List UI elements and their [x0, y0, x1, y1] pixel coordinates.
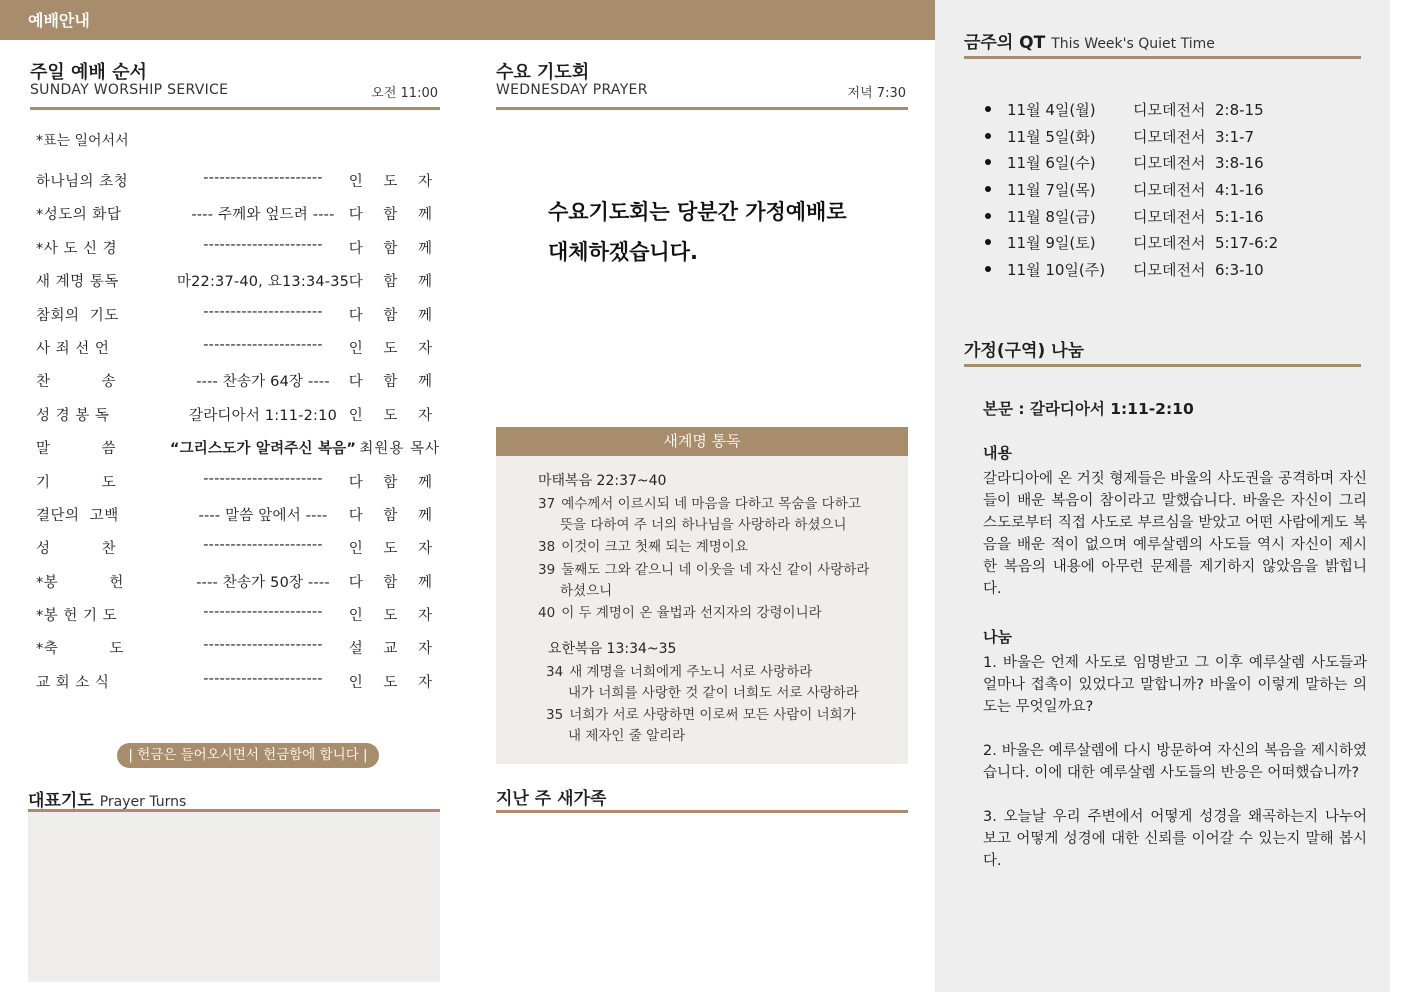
qt-passage: 디모데전서 5:17-6:2 — [1133, 234, 1279, 253]
verse: 39 둘째도 그와 같으니 네 이웃을 네 자신 같이 사랑하라 하셨으니 — [538, 562, 870, 599]
qt-item — [985, 232, 1365, 259]
passage-book: 마태복음 22:37~40 — [538, 473, 667, 489]
service-item-name: *사 도 신 경 — [36, 240, 118, 257]
service-item-name: 참회의 기도 — [36, 307, 119, 324]
qt-item — [985, 152, 1365, 179]
service-item — [36, 600, 440, 633]
qt-item — [985, 179, 1365, 206]
service-item-leader: 다 함 께 — [348, 307, 440, 324]
sunday-time: 오전 11:00 — [371, 86, 438, 101]
new-family-header — [496, 784, 908, 813]
bullet-icon — [985, 213, 991, 219]
qt-date: 11월 5일(화) — [1007, 127, 1096, 146]
service-item-detail: ---------------------- — [203, 170, 323, 186]
new-commandment-header: 새계명 통독 — [496, 427, 908, 456]
service-item-detail: “그리스도가 알려주신 복음” — [169, 441, 357, 458]
bullet-icon — [985, 159, 991, 165]
service-item-detail: ---- 말씀 앞에서 ---- — [198, 507, 328, 524]
home-group-header — [964, 336, 1361, 367]
service-item-name: *성도의 화답 — [36, 207, 122, 224]
service-item-name: *봉 헌 기 도 — [36, 608, 118, 625]
service-item — [36, 667, 440, 700]
service-item — [36, 433, 440, 466]
service-item — [36, 500, 440, 533]
service-item-leader: 인 도 자 — [348, 340, 440, 357]
bullet-icon — [985, 186, 991, 192]
service-item-detail: ---- 찬송가 50장 ---- — [196, 574, 330, 591]
service-item-leader: 인 도 자 — [348, 174, 440, 190]
qt-subtitle: This Week's Quiet Time — [1051, 36, 1215, 52]
qt-date: 11월 4일(월) — [1007, 101, 1096, 119]
service-item-name: 찬 송 — [36, 374, 117, 391]
service-item-leader: 최원용 목사 — [359, 441, 440, 458]
question: 2. 바울은 예루살렘에 다시 방문하여 자신의 복음을 제시하였습니다. 이에 대한 예루살렘 사도들의 반응은 어떠했습니까? — [983, 743, 1367, 781]
service-item-name: 성 찬 — [36, 541, 117, 558]
service-item-leader: 다 함 께 — [348, 474, 440, 491]
service-item — [36, 166, 440, 199]
prayer-turns-box — [28, 812, 440, 982]
home-group-content — [983, 398, 1367, 894]
verse: 34 새 계명을 너희에게 주노니 서로 사랑하라 내가 너희를 사랑한 것 같이 너희도 서로 사랑하라 — [546, 664, 859, 701]
service-item-detail: ---- 주께와 엎드려 ---- — [191, 207, 335, 224]
service-item-name: 말 씀 — [36, 441, 117, 458]
wednesday-message-line2: 대체하겠습니다. — [548, 240, 698, 264]
qt-passage: 디모데전서 2:8-15 — [1133, 101, 1264, 119]
service-item — [36, 533, 440, 566]
wednesday-message-line1: 수요기도회는 당분간 가정예배로 — [548, 200, 847, 224]
qt-date: 11월 8일(금) — [1007, 207, 1096, 226]
qt-item — [985, 259, 1365, 286]
prayer-turns-title: 대표기도 — [28, 791, 94, 811]
wednesday-time: 저녁 7:30 — [847, 86, 906, 101]
service-item-name: *봉 헌 — [36, 574, 124, 591]
service-item — [36, 366, 440, 399]
service-item-leader: 설 교 자 — [348, 641, 440, 658]
header-title: 예배안내 — [28, 11, 90, 30]
qt-date: 11월 10일(주) — [1007, 261, 1106, 280]
share-label: 나눔 — [983, 628, 1012, 646]
home-group-title: 가정(구역) 나눔 — [964, 341, 1084, 361]
service-item-leader: 다 함 께 — [348, 207, 440, 224]
service-item — [36, 467, 440, 500]
service-item-name: 사 죄 선 언 — [36, 340, 110, 357]
verse: 37 예수께서 이르시되 네 마음을 다하고 목숨을 다하고 뜻을 다하여 주 너의 하나님을 사랑하라 하셨으니 — [538, 496, 861, 533]
service-item-detail: ---------------------- — [203, 604, 323, 621]
service-item-detail: ---------------------- — [203, 336, 323, 353]
service-item — [36, 266, 440, 299]
service-item-name: 성 경 봉 독 — [36, 407, 110, 424]
qt-date: 11월 9일(토) — [1007, 234, 1096, 253]
content-label: 내용 — [983, 444, 1012, 462]
wednesday-subtitle: WEDNESDAY PRAYER — [496, 82, 648, 98]
verse: 40 이 두 계명이 온 율법과 선지자의 강령이니라 — [538, 605, 822, 621]
qt-item — [985, 206, 1365, 233]
bullet-icon — [985, 133, 991, 139]
header-bar — [0, 0, 935, 40]
question: 1. 바울은 언제 사도로 임명받고 그 이후 예루살렘 사도들과 얼마나 접촉이 있었다고 말합니까? 바울이 이렇게 말하는 의도는 무엇일까요? — [983, 655, 1367, 715]
service-item-leader: 다 함 께 — [348, 240, 440, 257]
verse: 38 이것이 크고 첫째 되는 계명이요 — [538, 539, 748, 555]
qt-passage: 디모데전서 3:1-7 — [1133, 127, 1255, 146]
qt-date: 11월 6일(수) — [1007, 154, 1096, 173]
service-item — [36, 633, 440, 666]
service-item-detail: 마22:37-40, 요13:34-35 — [176, 274, 350, 291]
service-item — [36, 199, 440, 232]
service-item — [36, 333, 440, 366]
service-item — [36, 400, 440, 433]
prayer-turns-header — [28, 786, 440, 812]
content-text: 갈라디아에 온 거짓 형제들은 바울의 사도권을 공격하며 자신들이 배운 복음이 참이라고 말했습니다. 바울은 자신이 그리스도로부터 직접 사도로 부르심을 받았고 어떤 사람에게도 복음을 배운 적이 없으며 예루살렘의 사도들 역시 자신이 제시한 복음의 내용에 아무런 문제를 제기하지 않았음을 밝힙니다. — [983, 471, 1367, 597]
qt-item — [985, 126, 1365, 153]
qt-item — [985, 99, 1365, 126]
service-item-detail: ---- 찬송가 64장 ---- — [196, 374, 330, 391]
new-family-title: 지난 주 새가족 — [496, 789, 607, 809]
sunday-subtitle: SUNDAY WORSHIP SERVICE — [30, 82, 229, 98]
passage-book: 요한복음 13:34~35 — [548, 641, 677, 657]
qt-list — [985, 99, 1365, 286]
sunday-title: 주일 예배 순서 — [30, 62, 147, 83]
order-of-service — [36, 130, 440, 700]
qt-passage: 디모데전서 6:3-10 — [1133, 261, 1264, 280]
service-item-leader: 다 함 께 — [348, 274, 440, 291]
service-item — [36, 567, 440, 600]
service-item-leader: 다 함 께 — [348, 574, 440, 591]
service-item — [36, 233, 440, 266]
service-item-leader: 인 도 자 — [348, 407, 440, 424]
qt-header — [964, 28, 1361, 59]
service-item-detail: 갈라디아서 1:11-2:10 — [189, 407, 337, 424]
service-item-name: 새 계명 통독 — [36, 274, 119, 291]
wednesday-header — [496, 58, 908, 110]
service-item — [36, 300, 440, 333]
bullet-icon — [985, 266, 991, 272]
service-item-detail: ---------------------- — [203, 470, 323, 487]
service-item-name: 기 도 — [36, 474, 117, 491]
service-item-detail: ---------------------- — [203, 670, 323, 687]
service-item-leader: 다 함 께 — [348, 507, 440, 524]
new-commandment-box — [496, 456, 908, 764]
service-item-leader: 인 도 자 — [348, 608, 440, 625]
service-item-leader: 인 도 자 — [348, 541, 440, 558]
scripture-reference: 본문 : 갈라디아서 1:11-2:10 — [983, 400, 1194, 418]
wednesday-message — [548, 192, 888, 272]
service-item-detail: ---------------------- — [203, 303, 323, 320]
wednesday-title: 수요 기도회 — [496, 62, 590, 83]
service-item-leader: 다 함 께 — [348, 374, 440, 391]
bullet-icon — [985, 239, 991, 245]
standing-note: *표는 일어서서 — [36, 133, 129, 149]
qt-passage: 디모데전서 5:1-16 — [1133, 207, 1264, 226]
service-item-leader: 인 도 자 — [348, 674, 440, 691]
bullet-icon — [985, 106, 991, 112]
qt-date: 11월 7일(목) — [1007, 181, 1096, 200]
verse: 35 너희가 서로 사랑하면 이로써 모든 사람이 너희가 내 제자인 줄 알리라 — [546, 707, 856, 744]
service-item-name: *축 도 — [36, 641, 124, 658]
qt-passage: 디모데전서 4:1-16 — [1133, 181, 1264, 200]
qt-passage: 디모데전서 3:8-16 — [1133, 154, 1264, 173]
service-item-detail: ---------------------- — [203, 637, 323, 654]
service-item-detail: ---------------------- — [203, 537, 323, 554]
service-item-name: 하나님의 초청 — [36, 174, 129, 190]
service-item-detail: ---------------------- — [203, 236, 323, 253]
sunday-service-header — [30, 58, 440, 110]
offering-note: | 헌금은 들어오시면서 헌금함에 합니다 | — [117, 743, 379, 768]
prayer-turns-subtitle: Prayer Turns — [99, 794, 187, 810]
service-item-name: 결단의 고백 — [36, 507, 119, 524]
service-item-name: 교 회 소 식 — [36, 674, 110, 691]
question: 3. 오늘날 우리 주변에서 어떻게 성경을 왜곡하는지 나누어 보고 어떻게 성경에 대한 신뢰를 이어갈 수 있는지 말해 봅시다. — [983, 809, 1367, 869]
qt-title: 금주의 QT — [964, 33, 1046, 53]
